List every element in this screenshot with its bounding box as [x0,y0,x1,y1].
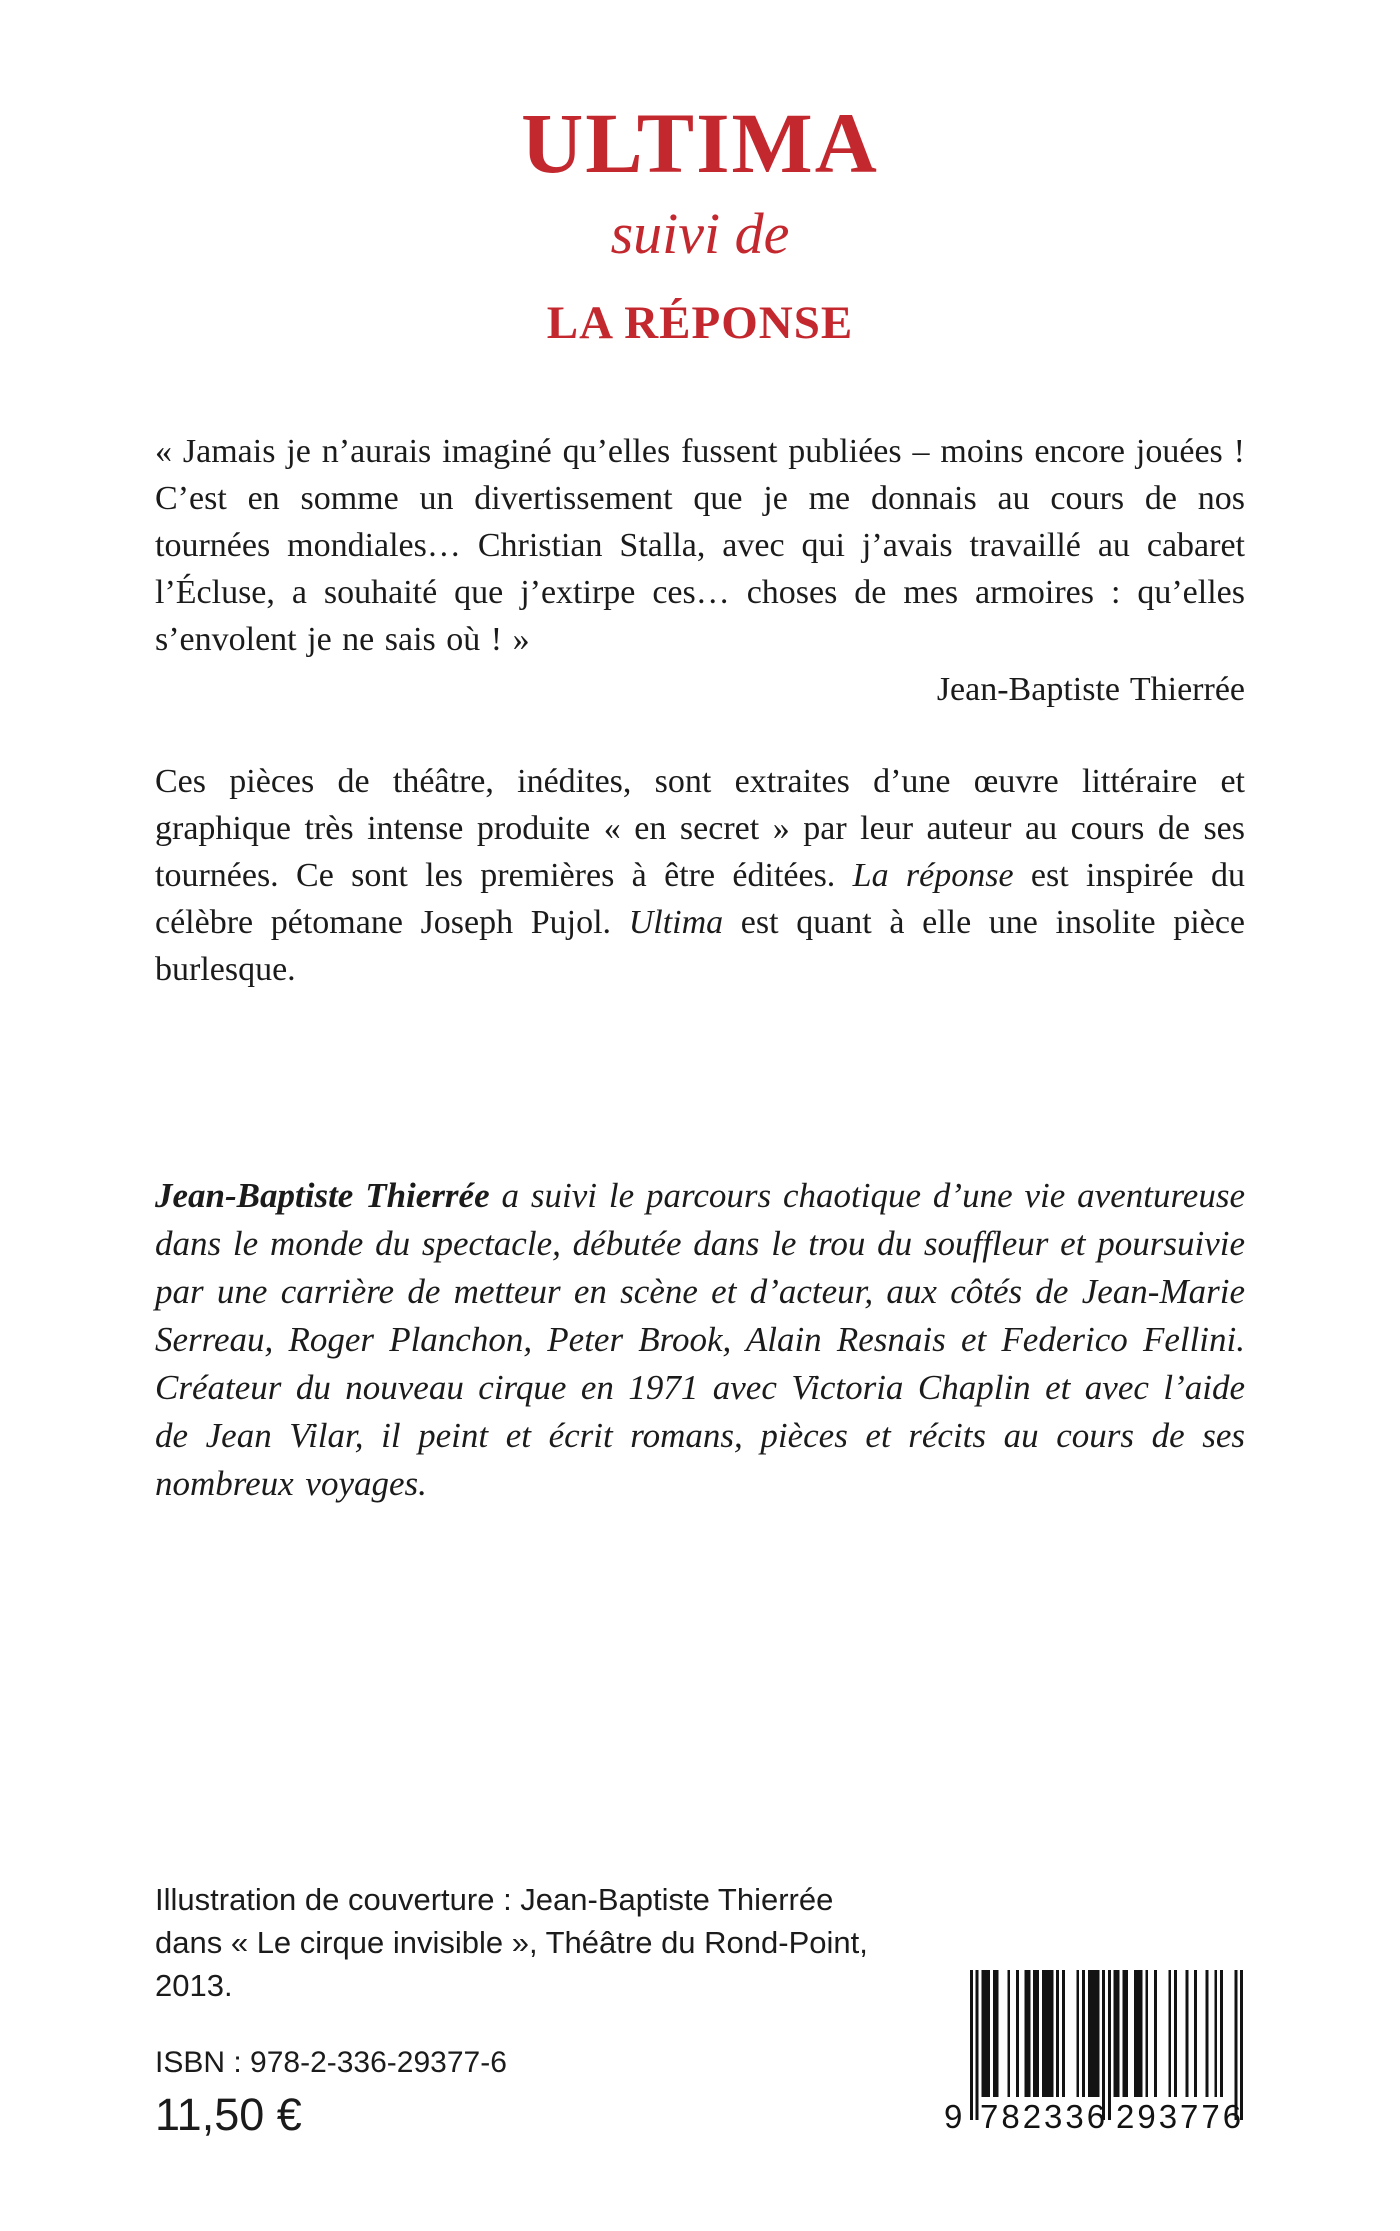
credit-line-2: dans « Le cirque invisible », Théâtre du Rond-Point, [155,1925,868,1960]
author-bio [155,1172,1245,1508]
author-quote-block [155,428,1245,713]
book-second-title: LA RÉPONSE [546,297,854,349]
credit-line-1: Illustration de couverture : Jean-Baptiste Thierrée [155,1882,834,1917]
barcode-digit-prefix: 9 [944,2098,963,2135]
quote-attribution: Jean-Baptiste Thierrée [936,671,1245,708]
book-subtitle: suivi de [610,201,790,266]
credit-line-3: 2013. [155,1968,233,2003]
work-title-la-reponse: La réponse [852,857,1014,894]
book-title: ULTIMA [521,95,879,191]
description-paragraph [155,758,1245,993]
cover-illustration-credit [155,1878,915,2007]
description-seg1: Ces pièces de théâtre, inédites, sont extraites d’une œuvre littéraire et graphique très intense produite « en secret » par leur auteur au cours de ses tournées. Ce sont les premières à être éditées. [155,763,1245,894]
barcode-digits-right: 293776 [1116,2098,1245,2135]
price: 11,50 € [155,2089,302,2140]
author-name: Jean-Baptiste Thierrée [155,1176,490,1215]
author-bio-text: a suivi le parcours chaotique d’une vie aventureuse dans le monde du spectacle, débutée dans le trou du souffleur et poursuivie par une carrière de metteur en scène et d’acteur, aux côtés de Jean-Marie Serreau, Roger Planchon, Peter Brook, Alain Resnais et Federico Fellini. Créateur du nouveau cirque en 1971 avec Victoria Chaplin et avec l’aide de Jean Vilar, il peint et écrit romans, pièces et récits au cours de ses nombreux voyages. [155,1176,1245,1503]
barcode [944,1970,1249,2145]
quote-paragraph: « Jamais je n’aurais imaginé qu’elles fussent publiées – moins encore jouées ! C’est en somme un divertissement que je me donnais au cours de nos tournées mondiales… Christian Stalla, avec qui j’avais travaillé au cabaret l’Écluse, a souhaité que j’extirpe ces… choses de mes armoires : qu’elles s’envolent je ne sais où ! » [155,433,1245,658]
work-title-ultima: Ultima [628,904,724,941]
barcode-digits-left: 782336 [980,2098,1109,2135]
description-seg3: est quant à elle une insolite pièce burlesque. [155,904,1245,988]
description-seg2: est inspirée du célèbre pétomane Joseph Pujol. [155,857,1245,941]
isbn: ISBN : 978-2-336-29377-6 [155,2046,507,2079]
